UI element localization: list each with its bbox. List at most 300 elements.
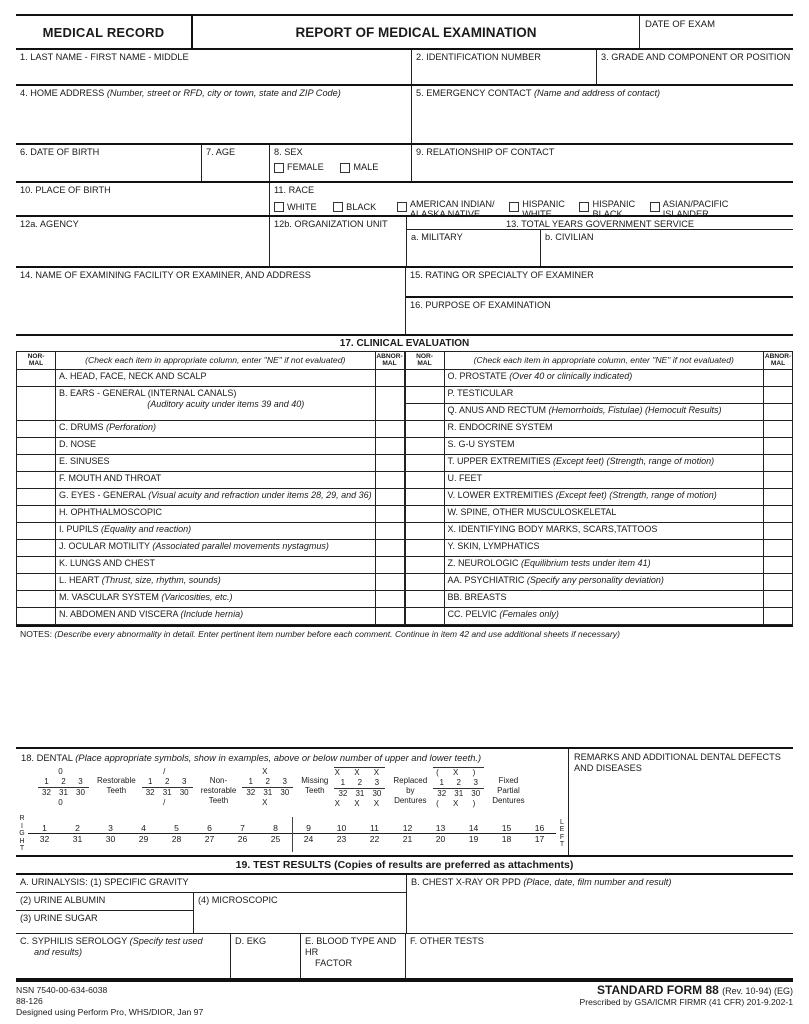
clinical-right-column [405, 352, 794, 625]
urine-albumin-label: (2) URINE ALBUMIN [20, 895, 106, 905]
abnormal-checkbox-cell[interactable] [763, 523, 793, 539]
field-other-tests[interactable] [406, 934, 793, 978]
abnormal-checkbox-cell[interactable] [375, 574, 405, 590]
legend-upper-numbers: 1 2 3 [433, 778, 484, 789]
tooth-number-lower[interactable]: 25 [270, 834, 281, 845]
checkbox-icon[interactable] [340, 163, 350, 173]
prescribed-by: Prescribed by GSA/ICMR FIRMR (41 CFR) 201-9.202-1 [579, 997, 793, 1007]
field-purpose-of-examination[interactable] [406, 298, 793, 334]
checkbox-icon[interactable] [579, 202, 589, 212]
clinical-item-text: CC. PELVIC [447, 609, 500, 619]
clinical-evaluation-band: 17. CLINICAL EVALUATION [16, 334, 793, 352]
race-option-white-label: WHITE [287, 201, 317, 212]
abnormal-checkbox-cell[interactable] [375, 557, 405, 573]
clinical-item-label [445, 455, 764, 471]
clinical-row [16, 557, 405, 574]
tooth-number-lower[interactable]: 27 [204, 834, 215, 845]
legend-symbol-bottom: X [262, 798, 274, 807]
abnormal-checkbox-cell[interactable] [375, 591, 405, 607]
checkbox-icon[interactable] [333, 202, 343, 212]
tooth-number-lower[interactable]: 19 [468, 834, 479, 845]
dental-remarks[interactable] [568, 749, 793, 855]
clinical-row [16, 608, 405, 625]
legend-label: Restorable Teeth [97, 776, 136, 795]
field-org-unit-label-cell [269, 217, 406, 230]
legend-symbol-top: X [262, 767, 274, 776]
abnormal-checkbox-cell[interactable] [375, 370, 405, 386]
legend-upper-numbers: 1 2 3 [38, 777, 89, 788]
clinical-item-label [445, 489, 764, 505]
tooth-number-lower[interactable]: 26 [237, 834, 248, 845]
tooth-number-lower[interactable]: 31 [72, 834, 83, 845]
normal-checkbox-cell[interactable] [16, 591, 56, 607]
field-6-label: 6. DATE OF BIRTH [20, 147, 100, 157]
normal-checkbox-cell[interactable] [16, 489, 56, 505]
abnormal-checkbox-cell[interactable] [763, 472, 793, 488]
field-agency-label-cell [16, 217, 269, 230]
race-option-black-label: BLACK [346, 201, 377, 212]
race-option-hispanic-black[interactable] [579, 199, 635, 219]
sex-option-male[interactable] [340, 162, 378, 173]
clinical-item-text: Z. NEUROLOGIC [447, 558, 522, 568]
race-option-black[interactable] [333, 202, 376, 213]
tooth-chart-grid[interactable] [28, 823, 556, 844]
side-letter-left: L [560, 818, 564, 826]
clinical-item-text: C. DRUMS [59, 422, 106, 432]
clinical-item-hint: (Associated parallel movements nystagmus) [152, 541, 329, 551]
clinical-left-header [16, 352, 405, 370]
clinical-item-label [56, 557, 375, 573]
dental-tooth-chart [16, 809, 568, 855]
clinical-right-header [405, 352, 794, 370]
clinical-notes-area[interactable] [16, 639, 793, 747]
field-years-military[interactable] [406, 230, 540, 266]
race-option-american-indian[interactable] [397, 199, 495, 219]
clinical-row [405, 557, 794, 574]
abnormal-checkbox-cell[interactable] [763, 557, 793, 573]
tooth-number-upper[interactable]: 1 [42, 823, 47, 834]
clinical-row [16, 523, 405, 540]
field-12b-label: 12b. ORGANIZATION UNIT [274, 219, 388, 229]
tooth-number-lower[interactable]: 29 [138, 834, 149, 845]
dental-legend-group [242, 767, 334, 808]
abnormal-checkbox-cell[interactable] [375, 523, 405, 539]
normal-checkbox-cell[interactable] [16, 540, 56, 556]
abnormal-checkbox-cell[interactable] [763, 506, 793, 522]
tooth-number-upper[interactable]: 2 [75, 823, 80, 834]
abnormal-checkbox-cell[interactable] [763, 455, 793, 471]
field-8-label: 8. SEX [274, 147, 303, 157]
legend-symbol-top: ( X ) [436, 768, 482, 777]
tooth-number-lower[interactable]: 28 [171, 834, 182, 845]
agency-org-service-row [16, 217, 793, 230]
field-blood-type[interactable] [301, 934, 406, 978]
abnormal-checkbox-cell[interactable] [763, 608, 793, 624]
normal-checkbox-cell[interactable] [16, 472, 56, 488]
side-letter-left: T [559, 841, 565, 849]
normal-checkbox-cell[interactable] [405, 523, 445, 539]
clinical-item-text: V. LOWER EXTREMITIES [447, 490, 556, 500]
tooth-number-lower[interactable]: 30 [105, 834, 116, 845]
ekg-label: D. EKG [235, 936, 267, 946]
dental-legend-group [334, 767, 433, 809]
side-letter-left: F [559, 833, 565, 841]
syphilis-label: C. SYPHILIS SEROLOGY [20, 936, 130, 946]
tooth-number-upper[interactable]: 12 [402, 823, 413, 834]
standard-form-line [580, 985, 793, 997]
legend-symbol-bottom: ( X ) [436, 799, 482, 808]
clinical-row [16, 387, 405, 421]
clinical-item-text: AA. PSYCHIATRIC [447, 575, 527, 585]
clinical-item-text: B. EARS - GENERAL (INTERNAL CANALS) [59, 388, 237, 398]
abnormal-checkbox-cell[interactable] [375, 608, 405, 624]
field-ekg[interactable] [231, 934, 301, 978]
field-examining-facility[interactable] [16, 268, 406, 334]
tooth-number-lower[interactable]: 24 [303, 834, 314, 845]
clinical-item-label [56, 387, 375, 420]
legend-symbol-top: / [163, 767, 172, 776]
clinical-item-label [445, 574, 764, 590]
field-relationship-of-contact[interactable] [411, 145, 793, 181]
tooth-number-upper[interactable]: 14 [468, 823, 479, 834]
syphilis-hint1: (Specify test used [129, 936, 203, 946]
clinical-left-rows [16, 370, 405, 625]
normal-checkbox-cell[interactable] [405, 387, 445, 403]
dental-legend [16, 763, 568, 809]
clinical-item-text: W. SPINE, OTHER MUSCULOSKELETAL [447, 507, 617, 517]
clinical-row [16, 421, 405, 438]
normal-checkbox-cell[interactable] [405, 472, 445, 488]
normal-checkbox-cell[interactable] [405, 489, 445, 505]
legend-lower-numbers: 32 31 30 [42, 788, 85, 797]
abnormal-checkbox-cell[interactable] [763, 540, 793, 556]
checkbox-icon[interactable] [509, 202, 519, 212]
field-date-of-birth[interactable] [16, 145, 201, 181]
normal-checkbox-cell[interactable] [405, 455, 445, 471]
tooth-number-upper[interactable]: 3 [108, 823, 113, 834]
dental-legend-symbols [433, 767, 484, 809]
dental-legend-group [142, 767, 243, 808]
tooth-number-lower[interactable]: 18 [501, 834, 512, 845]
tooth-number-upper[interactable]: 6 [207, 823, 212, 834]
legend-symbol-top: 0 [58, 767, 69, 776]
field-5-label: 5. EMERGENCY CONTACT [416, 88, 532, 98]
normal-checkbox-cell[interactable] [405, 370, 445, 386]
field-urine-albumin[interactable] [16, 893, 193, 911]
microscopic-label: (4) MICROSCOPIC [198, 895, 278, 905]
field-9-label: 9. RELATIONSHIP OF CONTACT [416, 147, 555, 157]
notes-instruction: (Describe every abnormality in detail. Enter pertinent item number before each comment. Continue in item 42 and use additional sheets if necessary) [54, 629, 620, 639]
dental-legend-symbols [142, 767, 193, 808]
clinical-item-text: D. NOSE [59, 439, 97, 449]
standard-form-rev: (Rev. 10-94) (EG) [722, 986, 793, 996]
clinical-row [405, 506, 794, 523]
syphilis-hint2: and results) [34, 947, 83, 957]
normal-checkbox-cell[interactable] [16, 523, 56, 539]
legend-symbol-bottom: X X X [334, 799, 386, 808]
legend-lower-numbers: 32 31 30 [145, 788, 189, 797]
clinical-item-label [445, 540, 764, 556]
field-microscopic[interactable] [194, 893, 406, 933]
dental-title [16, 749, 568, 763]
abnormal-checkbox-cell[interactable] [763, 404, 793, 420]
legend-label: Non- restorable Teeth [200, 776, 237, 805]
dental-legend-group [433, 767, 530, 809]
tooth-chart-left-label [556, 819, 568, 849]
normal-checkbox-cell[interactable] [405, 608, 445, 624]
footer-left [16, 985, 203, 1018]
clinical-row [16, 455, 405, 472]
abnormal-checkbox-cell[interactable] [763, 387, 793, 403]
tooth-number-upper[interactable]: 10 [336, 823, 347, 834]
clinical-item-label [445, 438, 764, 454]
race-option-asian-pacific[interactable] [650, 199, 729, 219]
field-emergency-contact[interactable] [411, 86, 793, 143]
abnormal-checkbox-cell[interactable] [375, 438, 405, 454]
field-3-label: 3. GRADE AND COMPONENT OR POSITION [601, 52, 791, 62]
normal-checkbox-cell[interactable] [16, 387, 56, 420]
clinical-item-label [56, 540, 375, 556]
field-16-label: 16. PURPOSE OF EXAMINATION [410, 300, 551, 310]
field-race [269, 183, 793, 219]
tooth-number-lower[interactable]: 17 [534, 834, 545, 845]
clinical-row [405, 489, 794, 506]
side-letter-right: I [21, 822, 23, 830]
field-place-of-birth[interactable] [16, 183, 269, 215]
date-of-exam-label: DATE OF EXAM [645, 19, 716, 30]
normal-checkbox-cell[interactable] [405, 404, 445, 420]
col-header-abnormal: ABNOR- MAL [375, 352, 405, 369]
field-chest-xray[interactable] [407, 875, 793, 933]
field-agency[interactable] [16, 230, 269, 266]
blood-type-label2: FACTOR [315, 958, 353, 968]
clinical-item-hint: (Thrust, size, rhythm, sounds) [101, 575, 221, 585]
normal-checkbox-cell[interactable] [405, 506, 445, 522]
clinical-item-text: A. HEAD, FACE, NECK AND SCALP [59, 371, 207, 381]
race-option-white[interactable] [274, 202, 317, 213]
clinical-item-hint: (Over 40 or clinically indicated) [509, 371, 633, 381]
clinical-item-hint: (Varicosities, etc.) [161, 592, 233, 602]
field-4-label: 4. HOME ADDRESS [20, 88, 105, 98]
race-option-hispanic-white[interactable] [509, 199, 565, 219]
side-letter-right: R [19, 815, 25, 822]
side-letter-left: E [559, 826, 565, 834]
clinical-item-label [56, 472, 375, 488]
field-years-civilian[interactable] [540, 230, 793, 266]
col-header-instruction: (Check each item in appropriate column, enter "NE" if not evaluated) [473, 355, 734, 366]
abnormal-checkbox-cell[interactable] [763, 591, 793, 607]
clinical-item-text: X. IDENTIFYING BODY MARKS, SCARS,TATTOOS [447, 524, 658, 534]
agency-org-service-body [16, 230, 793, 268]
footer-right [580, 985, 793, 1018]
tooth-number-upper[interactable]: 15 [501, 823, 512, 834]
clinical-item-text: Q. ANUS AND RECTUM [447, 405, 549, 415]
clinical-item-label [56, 574, 375, 590]
abnormal-checkbox-cell[interactable] [375, 489, 405, 505]
tooth-number-upper[interactable]: 5 [174, 823, 179, 834]
field-14-label: 14. NAME OF EXAMINING FACILITY OR EXAMINER, AND ADDRESS [20, 270, 311, 280]
normal-checkbox-cell[interactable] [16, 506, 56, 522]
tooth-number-upper[interactable]: 13 [435, 823, 446, 834]
tooth-number-lower[interactable]: 32 [39, 834, 50, 845]
abnormal-checkbox-cell[interactable] [375, 421, 405, 437]
field-organization-unit[interactable] [269, 230, 406, 266]
dental-legend-symbols [242, 767, 293, 808]
normal-checkbox-cell[interactable] [16, 557, 56, 573]
abnormal-checkbox-cell[interactable] [763, 489, 793, 505]
normal-checkbox-cell[interactable] [16, 574, 56, 590]
field-age[interactable] [201, 145, 269, 181]
clinical-row [16, 438, 405, 455]
clinical-item-label [56, 438, 375, 454]
legend-symbol-top: X X X [334, 768, 386, 777]
normal-checkbox-cell[interactable] [405, 421, 445, 437]
legend-lower-numbers: 32 31 30 [437, 789, 481, 798]
field-sex [269, 145, 411, 181]
normal-checkbox-cell[interactable] [16, 370, 56, 386]
normal-checkbox-cell[interactable] [405, 540, 445, 556]
field-syphilis-serology[interactable] [16, 934, 231, 978]
tooth-number-lower[interactable]: 22 [369, 834, 380, 845]
abnormal-checkbox-cell[interactable] [375, 506, 405, 522]
clinical-item-text: L. HEART [59, 575, 102, 585]
field-15-label: 15. RATING OR SPECIALTY OF EXAMINER [410, 270, 594, 280]
clinical-row [405, 540, 794, 557]
clinical-item-hint: (Except feet) (Strength, range of motion) [555, 490, 717, 500]
field-urine-sugar[interactable] [16, 911, 193, 933]
urinalysis-left [16, 893, 194, 933]
abnormal-checkbox-cell[interactable] [375, 472, 405, 488]
abnormal-checkbox-cell[interactable] [375, 455, 405, 471]
facility-rating-purpose-row [16, 268, 793, 334]
normal-checkbox-cell[interactable] [16, 438, 56, 454]
side-letter-right: H [19, 837, 25, 845]
abnormal-checkbox-cell[interactable] [763, 574, 793, 590]
abnormal-checkbox-cell[interactable] [763, 370, 793, 386]
clinical-item-hint: (Specify any personality deviation) [526, 575, 664, 585]
clinical-item-hint: (Visual acuity and refraction under items 28, 29, and 36) [148, 490, 372, 500]
tooth-number-upper[interactable]: 16 [534, 823, 545, 834]
dental-remarks-label: REMARKS AND ADDITIONAL DENTAL DEFECTS AND DISEASES [574, 752, 781, 773]
test-results-band: 19. TEST RESULTS (Copies of results are preferred as attachments) [16, 855, 793, 875]
clinical-row [405, 523, 794, 540]
normal-checkbox-cell[interactable] [16, 455, 56, 471]
clinical-row [405, 608, 794, 625]
clinical-item-label [56, 506, 375, 522]
form-footer [16, 980, 793, 1018]
tooth-number-lower[interactable]: 21 [402, 834, 413, 845]
tooth-number-lower[interactable]: 23 [336, 834, 347, 845]
race-option-hispanic-white-label: HISPANIC WHITE [522, 199, 565, 219]
col-header-normal: NOR- MAL [405, 352, 445, 369]
field-specific-gravity[interactable] [16, 875, 406, 893]
col-header-instruction: (Check each item in appropriate column, enter "NE" if not evaluated) [85, 355, 346, 366]
tooth-number-lower[interactable]: 20 [435, 834, 446, 845]
col-header-abnormal: ABNOR- MAL [763, 352, 793, 369]
clinical-item-label [445, 404, 764, 420]
normal-checkbox-cell[interactable] [405, 438, 445, 454]
normal-checkbox-cell[interactable] [16, 608, 56, 624]
tooth-number-upper[interactable]: 7 [240, 823, 245, 834]
medical-record-label: MEDICAL RECORD [16, 16, 193, 48]
tooth-number-upper[interactable]: 8 [273, 823, 278, 834]
clinical-item-text: BB. BREASTS [447, 592, 507, 602]
tooth-number-upper[interactable]: 4 [141, 823, 146, 834]
legend-label: Missing Teeth [301, 776, 329, 795]
legend-label: Replaced by Dentures [393, 776, 428, 805]
normal-checkbox-cell[interactable] [405, 574, 445, 590]
field-grade-component[interactable] [596, 50, 793, 84]
checkbox-icon[interactable] [650, 202, 660, 212]
clinical-item-text: H. OPHTHALMOSCOPIC [59, 507, 163, 517]
checkbox-icon[interactable] [274, 202, 284, 212]
side-letter-right: G [19, 830, 25, 837]
sex-option-female[interactable] [274, 162, 324, 173]
checkbox-icon[interactable] [274, 163, 284, 173]
date-of-exam-field[interactable] [640, 16, 793, 48]
dental-left-panel [16, 749, 568, 855]
notes-prefix: NOTES: [20, 629, 52, 639]
clinical-item-text: K. LUNGS AND CHEST [59, 558, 156, 568]
tooth-number-upper[interactable]: 11 [370, 823, 379, 834]
chest-xray-hint: (Place, date, film number and result) [523, 877, 672, 887]
sex-option-male-label: MALE [353, 162, 379, 172]
normal-checkbox-cell[interactable] [405, 591, 445, 607]
page-title: REPORT OF MEDICAL EXAMINATION [193, 16, 640, 48]
abnormal-checkbox-cell[interactable] [763, 421, 793, 437]
clinical-item-text: P. TESTICULAR [447, 388, 514, 398]
other-tests-label: F. OTHER TESTS [410, 936, 484, 946]
field-13a-label: a. MILITARY [411, 232, 463, 242]
clinical-item-label [445, 421, 764, 437]
clinical-row [405, 421, 794, 438]
field-10-label: 10. PLACE OF BIRTH [20, 185, 111, 195]
abnormal-checkbox-cell[interactable] [375, 540, 405, 556]
clinical-item-label [445, 523, 764, 539]
designed-note: Designed using Perform Pro, WHS/DIOR, Jan 97 [16, 1007, 204, 1017]
clinical-item-label [56, 608, 375, 624]
chest-xray-label: B. CHEST X-RAY OR PPD [411, 877, 524, 887]
clinical-item-label [56, 591, 375, 607]
dental-legend-symbols [334, 767, 385, 809]
legend-upper-numbers: 1 2 3 [142, 777, 193, 788]
clinical-item-text: F. MOUTH AND THROAT [59, 473, 162, 483]
field-identification-number[interactable] [411, 50, 596, 84]
clinical-item-text: I. PUPILS [59, 524, 102, 534]
normal-checkbox-cell[interactable] [405, 557, 445, 573]
dental-legend-symbols [38, 767, 89, 808]
side-letter-right: T [19, 845, 25, 852]
tooth-number-upper[interactable]: 9 [306, 823, 311, 834]
nsn-number: NSN 7540-00-634-6038 [16, 985, 108, 995]
clinical-row [405, 404, 794, 421]
clinical-row [405, 574, 794, 591]
clinical-item-hint: (Except feet) (Strength, range of motion) [553, 456, 715, 466]
abnormal-checkbox-cell[interactable] [375, 387, 405, 420]
field-last-name[interactable] [16, 50, 411, 84]
field-rating-specialty[interactable] [406, 268, 793, 298]
clinical-item-subnote: (Auditory acuity under items 39 and 40) [147, 399, 305, 409]
clinical-item-label [445, 370, 764, 386]
abnormal-checkbox-cell[interactable] [763, 438, 793, 454]
normal-checkbox-cell[interactable] [16, 421, 56, 437]
clinical-item-label [56, 455, 375, 471]
checkbox-icon[interactable] [397, 202, 407, 212]
clinical-right-rows [405, 370, 794, 625]
field-home-address[interactable] [16, 86, 411, 143]
clinical-row [405, 591, 794, 608]
dental-section [16, 747, 793, 855]
